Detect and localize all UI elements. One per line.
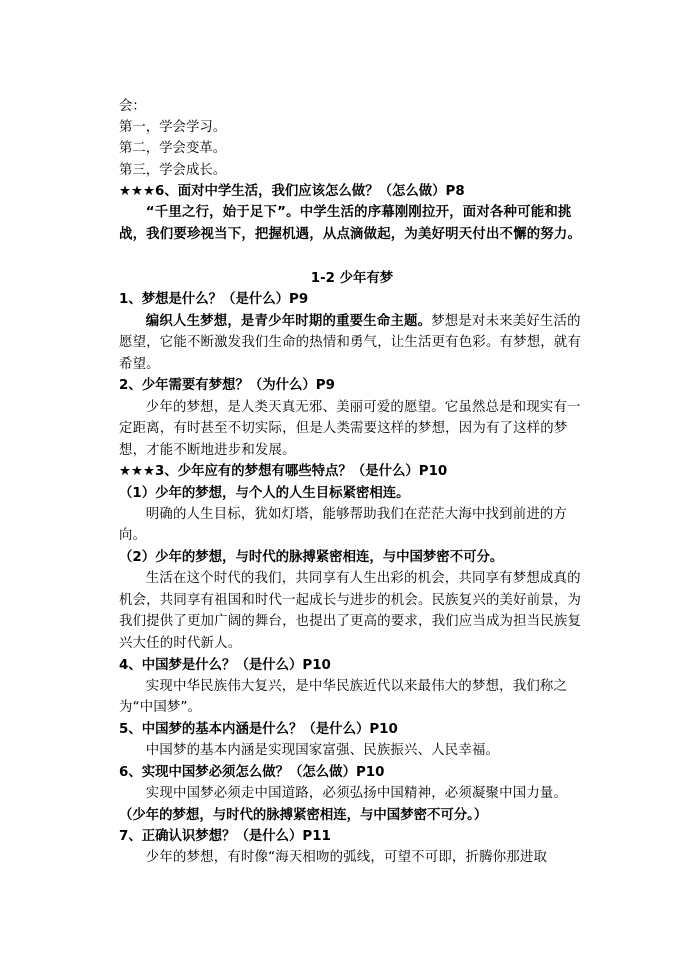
question-heading: 6、实现中国梦必须怎么做？（怎么做）P10 <box>119 764 385 780</box>
answer-paragraph: 生活在这个时代的我们，共同享有人生出彩的机会，共同享有梦想成真的机会，共同享有祖国和时代一起成长与进步的机会。民族复兴的美好前景，为我们提供了更加广阔的舞台，也提出了更高的要求，我们应当成为担当民族复兴大任的时代新人。 <box>119 571 582 651</box>
note-line: （少年的梦想，与时代的脉搏紧密相连，与中国梦密不可分。） <box>119 807 488 823</box>
text-line: 第二，学会变革。 <box>119 141 227 157</box>
answer-paragraph: 实现中国梦必须走中国道路，必须弘扬中国精神，必须凝聚中国力量。 <box>145 785 568 801</box>
answer-paragraph: 少年的梦想，是人类天真无邪、美丽可爱的愿望。它虽然总是和现实有一定距离，有时甚至不切实际，但是人类需要这样的梦想，因为有了这样的梦想，才能不断地进步和发展。 <box>119 399 581 458</box>
document-page <box>119 96 585 869</box>
answer-paragraph <box>119 311 585 376</box>
text-line: 第三，学会成长。 <box>119 162 227 178</box>
question-heading: 5、中国梦的基本内涵是什么？（是什么）P10 <box>119 721 398 737</box>
answer-paragraph: “千里之行，始于足下”。中学生活的序幕刚刚拉开，面对各种可能和挑战，我们要珍视当下，把握机遇，从点滴做起，为美好明天付出不懈的努力。 <box>119 205 582 242</box>
question-heading: 4、中国梦是什么？（是什么）P10 <box>119 657 331 673</box>
question-heading: 1、梦想是什么？（是什么）P9 <box>119 292 309 308</box>
answer-text: 梦想是对未来美好生活的愿望，它能不断激发我们生命的热情和勇气，让生活更有色彩。有梦想，就有希望。 <box>119 313 582 372</box>
answer-lead: 编织人生梦想，是青少年时期的重要生命主题。 <box>145 313 432 329</box>
question-heading: 7、正确认识梦想？（是什么）P11 <box>119 828 331 844</box>
question-heading: ★★★6、面对中学生活，我们应该怎么做？（怎么做）P8 <box>119 183 465 199</box>
sub-point: （2）少年的梦想，与时代的脉搏紧密相连，与中国梦密不可分。 <box>119 549 504 565</box>
answer-paragraph: 中国梦的基本内涵是实现国家富强、民族振兴、人民幸福。 <box>145 743 500 759</box>
text-line: 第一，学会学习。 <box>119 120 227 136</box>
spacer <box>119 245 585 268</box>
answer-paragraph: 实现中华民族伟大复兴，是中华民族近代以来最伟大的梦想，我们称之为“中国梦”。 <box>119 678 568 716</box>
answer-paragraph: 少年的梦想，有时像“海天相吻的弧线，可望不可即，折腾你那进取 <box>145 849 548 865</box>
question-heading: 2、少年需要有梦想？（为什么）P9 <box>119 378 335 394</box>
sub-point: （1）少年的梦想，与个人的人生目标紧密相连。 <box>119 485 410 501</box>
answer-paragraph: 明确的人生目标，犹如灯塔，能够帮助我们在茫茫大海中找到前进的方向。 <box>119 506 568 544</box>
section-title: 1-2 少年有梦 <box>310 271 394 287</box>
text-line: 会： <box>119 99 146 114</box>
question-heading: ★★★3、少年应有的梦想有哪些特点？（是什么）P10 <box>119 464 448 480</box>
